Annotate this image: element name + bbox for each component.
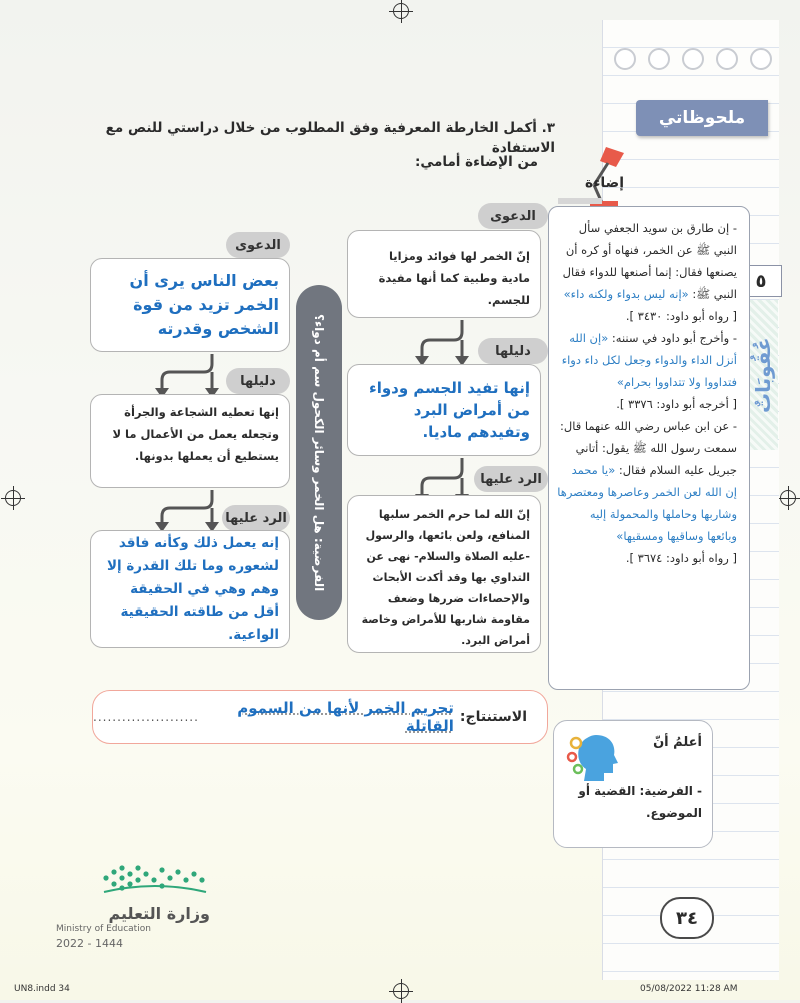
arrow-icon <box>150 488 226 534</box>
right-rebuttal-label: الرد عليها <box>474 466 548 492</box>
registration-mark-right <box>780 490 796 506</box>
right-claim-label: الدعوى <box>478 203 548 229</box>
know-box <box>553 720 713 848</box>
ministry-arabic: وزارة التعليم <box>108 904 210 923</box>
right-evidence-answer: إنها تفيد الجسم ودواء من أمراض البرد وتفيدهم ماديا. <box>369 379 530 441</box>
binder-hole <box>614 48 636 70</box>
unit-title: عُقُوبَاتٌ <box>748 300 778 450</box>
left-evidence-card: إنها تعطيه الشجاعة والجرأة وتجعله يعمل من الأعمال ما لا يستطيع أن يعملها بدونها. <box>90 394 290 488</box>
know-title: أعلمُ أنّ <box>653 735 702 750</box>
hadith-box <box>548 206 750 690</box>
left-claim-answer: بعض الناس يرى أن الخمر تزيد من قوة الشخص وقدرته <box>129 271 279 338</box>
left-claim-label: الدعوى <box>226 232 290 258</box>
binder-hole <box>716 48 738 70</box>
conclusion-label: الاستنتاج: <box>459 709 527 725</box>
hypothesis-text: الفرضية: هل الخمر وسائر الكحول سم أم دواء؟ <box>312 313 326 592</box>
hadith-1: - إن طارق بن سويد الجعفي سأل النبي ﷺ عن الخمر، فنهاه أو كره أن يصنعها فقال: إنما أصنعها للدواء فقال النبي ﷺ: «إنه ليس بدواء ولكنه داء» [ رواه أبو داود: ٣٤٣٠ ]. <box>562 221 737 323</box>
question-line-2: من الإضاءة أمامي: <box>414 154 538 170</box>
left-rebuttal-card <box>90 530 290 648</box>
idaah-shelf <box>558 198 602 204</box>
arrow-icon <box>412 318 472 368</box>
binder-hole <box>750 48 772 70</box>
question-line-1: ٣. أكمل الخارطة المعرفية وفق المطلوب من خلال دراستي للنص مع الاستفادة <box>105 120 555 156</box>
hypothesis-bar <box>296 285 342 620</box>
idaah-label: إضاءة <box>585 175 625 191</box>
right-evidence-card <box>347 364 541 456</box>
left-claim-card <box>90 258 290 352</box>
ministry-english: Ministry of Education <box>56 924 151 934</box>
ministry-emblem-icon <box>100 860 210 896</box>
left-rebuttal-label: الرد عليها <box>222 505 290 531</box>
footer-file: UN8.indd 34 <box>14 984 70 994</box>
left-rebuttal-answer: إنه يعمل ذلك وكأنه فاقد لشعوره وما تلك القدرة إلا وهم وهي في الحقيقة أقل من طاقته الحقيقية الواعية. <box>106 534 279 643</box>
conclusion-dots: ...................... <box>93 710 199 724</box>
hadith-3: - عن ابن عباس رضي الله عنهما قال: سمعت رسول الله ﷺ يقول: أتاني جبريل عليه السلام فقال: «يا محمد إن الله لعن الخمر وعاصرها ومعتصرها وشاربها وحاملها والمحمولة إليه وبائعها وساقيها ومسقيها» [ رواه أبو داود: ٣٦٧٤ ]. <box>557 419 737 565</box>
conclusion-box <box>92 690 548 744</box>
arrow-icon <box>150 352 226 400</box>
my-notes-tab: ملحوظاتي <box>636 100 768 136</box>
unit-number: ٥ <box>740 265 782 297</box>
page-number: ٣٤ <box>660 897 714 939</box>
ministry-year: 2022 - 1444 <box>56 937 123 950</box>
left-evidence-label: دليلها <box>226 368 290 394</box>
binder-hole <box>648 48 670 70</box>
registration-mark-top <box>393 3 409 19</box>
ministry-logo <box>56 860 226 955</box>
right-claim-card: إنّ الخمر لها فوائد ومزايا مادية وطبية كما أنها مفيدة للجسم. <box>347 230 541 318</box>
conclusion-answer: تحريم الخمر لأنها من السموم القاتلة <box>237 699 454 735</box>
head-gears-icon <box>566 729 622 785</box>
know-body: - الفرضية: القضية أو الموضوع. <box>578 784 702 820</box>
right-evidence-label: دليلها <box>478 338 548 364</box>
binder-hole <box>682 48 704 70</box>
hadith-2: - وأخرج أبو داود في سننه: «إن الله أنزل الداء والدواء وجعل لكل داء دواء فتداووا ولا تتداووا بحرام» [ أخرجه أبو داود: ٣٣٧٦ ]. <box>561 331 737 411</box>
registration-mark-bottom <box>393 983 409 999</box>
registration-mark-left <box>5 490 21 506</box>
footer-date: 05/08/2022 11:28 AM <box>640 984 738 994</box>
right-rebuttal-card: إنّ الله لما حرم الخمر سلبها المنافع، ولعن بائعها، والرسول -عليه الصلاة والسلام- نهى عن التداوي بها وقد أكدت الأبحاث والإحصاءات ضررها وضعف مقاومة شاربها للأمراض وخاصة أمراض البرد. <box>347 495 541 653</box>
